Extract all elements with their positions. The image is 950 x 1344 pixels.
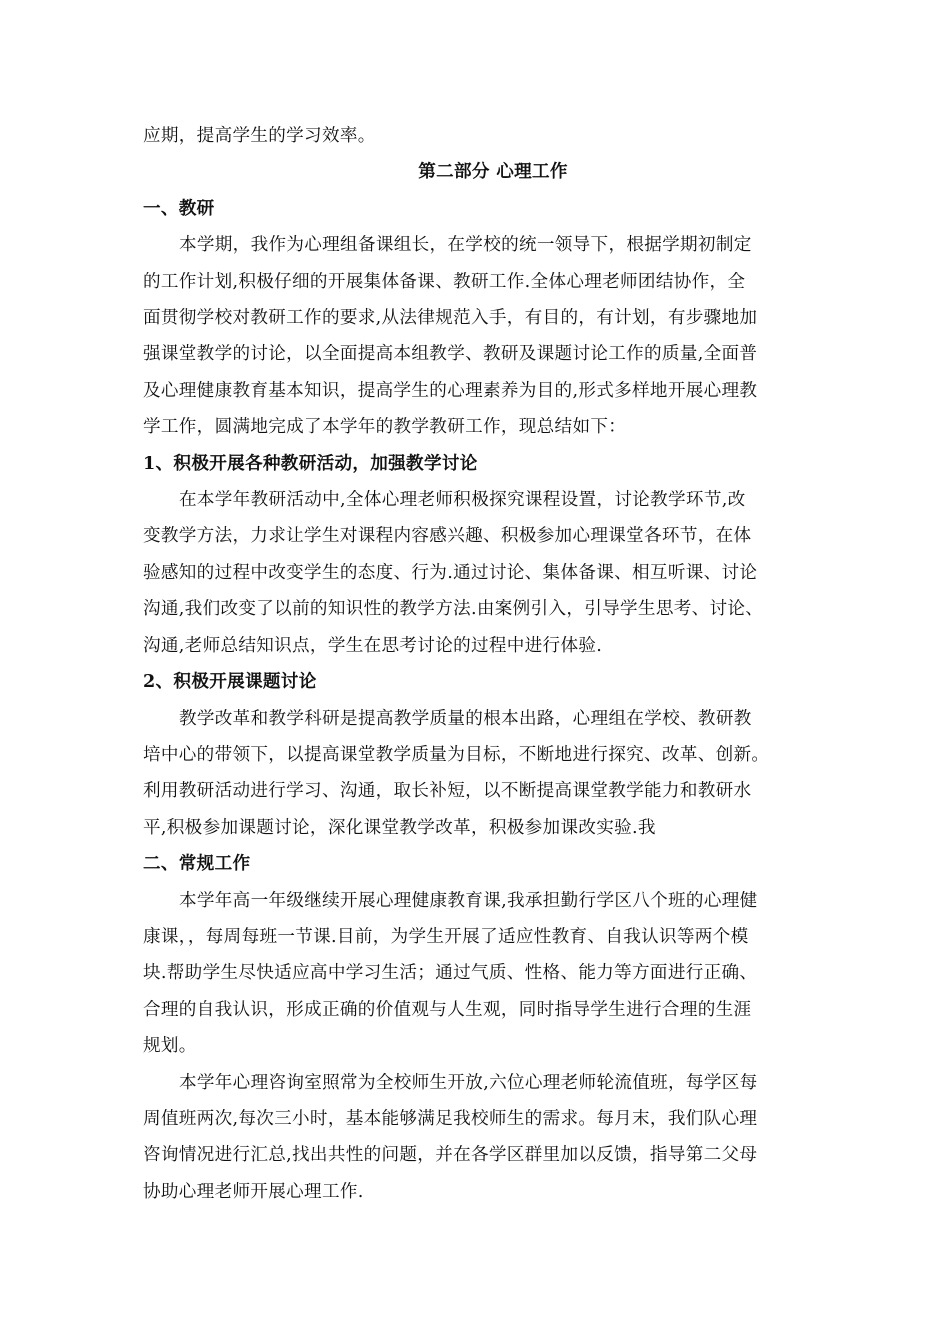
paragraph-line: 利用教研活动进行学习、沟通，取长补短，以不断提高课堂教学能力和教研水 (143, 781, 752, 802)
heading-research-activities: 1、积极开展各种教研活动，加强教学讨论 (143, 452, 478, 474)
paragraph-line: 合理的自我认识，形成正确的价值观与人生观，同时指导学生进行合理的生涯 (143, 999, 752, 1020)
paragraph-line: 及心理健康教育基本知识，提高学生的心理素养为目的,形式多样地开展心理教 (143, 380, 758, 401)
paragraph-line: 在本学年教研活动中,全体心理老师积极探究课程设置，讨论教学环节,改 (179, 490, 746, 511)
paragraph-line: 应期，提高学生的学习效率。 (143, 126, 376, 146)
paragraph-line: 学工作，圆满地完成了本学年的教学教研工作，现总结如下： (143, 417, 627, 438)
paragraph-line: 平,积极参加课题讨论，深化课堂教学改革，积极参加课改实验.我 (143, 817, 656, 838)
paragraph-line: 教学改革和教学科研是提高教学质量的根本出路，心理组在学校、教研教 (179, 708, 752, 729)
paragraph-line: 规划。 (143, 1036, 197, 1057)
paragraph-line: 强课堂教学的讨论，以全面提高本组教学、教研及课题讨论工作的质量,全面普 (143, 344, 758, 365)
paragraph-line: 周值班两次,每次三小时，基本能够满足我校师生的需求。每月末，我们队心理 (143, 1108, 758, 1129)
paragraph-line: 沟通,我们改变了以前的知识性的教学方法.由案例引入，引导学生思考、讨论、 (143, 599, 764, 620)
paragraph-line: 的工作计划,积极仔细的开展集体备课、教研工作.全体心理老师团结协作，全 (143, 271, 746, 292)
paragraph-line: 咨询情况进行汇总,找出共性的问题，并在各学区群里加以反馈，指导第二父母 (143, 1145, 758, 1166)
paragraph-line: 块.帮助学生尽快适应高中学习生活；通过气质、性格、能力等方面进行正确、 (143, 963, 758, 984)
section-title: 第二部分 心理工作 (418, 161, 568, 183)
paragraph-line: 验感知的过程中改变学生的态度、行为.通过讨论、集体备课、相互听课、讨论 (143, 562, 758, 583)
document-page (143, 118, 823, 1210)
heading-routine-work: 二、常规工作 (143, 853, 251, 875)
paragraph-line: 面贯彻学校对教研工作的要求,从法律规范入手，有目的，有计划，有步骤地加 (143, 308, 758, 329)
paragraph-line: 康课，，每周每班一节课.目前，为学生开展了适应性教育、自我认识等两个模 (143, 926, 749, 947)
heading-teaching-research: 一、教研 (143, 197, 215, 219)
paragraph-line: 协助心理老师开展心理工作. (143, 1181, 364, 1202)
heading-topic-discussion: 2、积极开展课题讨论 (143, 671, 317, 693)
paragraph-line: 本学年心理咨询室照常为全校师生开放,六位心理老师轮流值班，每学区每 (179, 1072, 758, 1093)
paragraph-line: 培中心的带领下，以提高课堂教学质量为目标，不断地进行探究、改革、创新。 (143, 744, 770, 765)
paragraph-line: 本学年高一年级继续开展心理健康教育课,我承担勤行学区八个班的心理健 (179, 890, 758, 911)
paragraph-line: 变教学方法，力求让学生对课程内容感兴趣、积极参加心理课堂各环节，在体 (143, 526, 752, 547)
paragraph-line: 沟通,老师总结知识点，学生在思考讨论的过程中进行体验. (143, 635, 603, 656)
paragraph-line: 本学期，我作为心理组备课组长，在学校的统一领导下，根据学期初制定 (179, 235, 752, 256)
